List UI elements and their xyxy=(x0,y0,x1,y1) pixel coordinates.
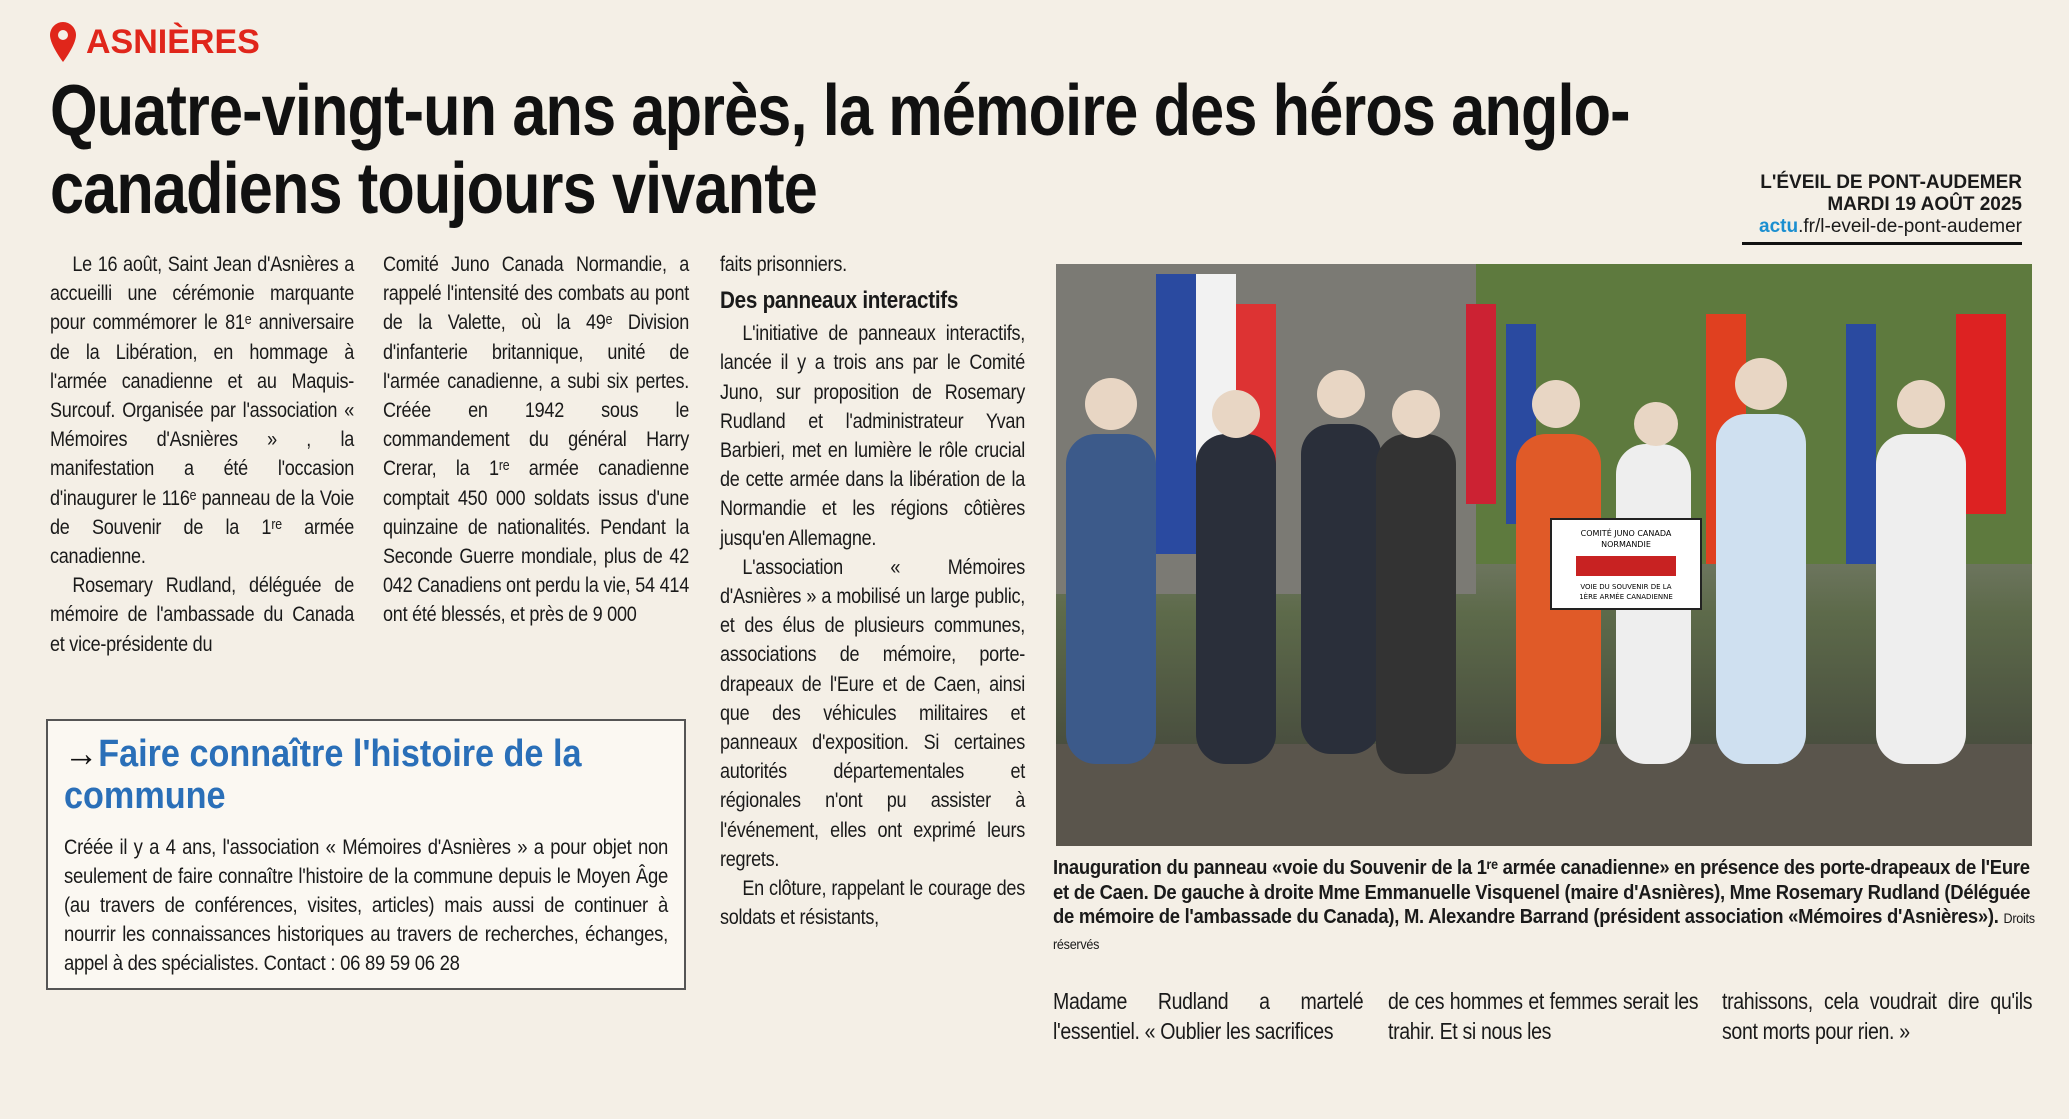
paragraph: L'initiative de panneaux interactifs, lancée il y a trois ans par le Comité Juno, sur proposition de Rosemary Rudland et l'administrateur Yvan Barbieri, met en lumière le rôle crucial de cette armée dans la libération de la Normandie et les régions côtières jusqu'en Allemagne. xyxy=(720,322,1025,550)
article-column-3 xyxy=(720,250,1025,932)
bottom-column-3: trahissons, cela voudrait dire qu'ils sont morts pour rien. » xyxy=(1722,988,2033,1044)
box-title: →Faire connaître l'histoire de la commune xyxy=(64,733,582,817)
bottom-column-1: Madame Rudland a martelé l'essentiel. « Oublier les sacrifices xyxy=(1053,988,1364,1044)
paragraph: L'association « Mémoires d'Asnières » a mobilisé un large public, et des élus de plusieurs communes, associations de mémoire, porte-drapeaux de l'Eure et de Caen, ainsi que des véhicules militaires et panneaux d'exposition. Si certaines autorités départementales et régionales n'ont pu assister à l'événement, elles ont exprimé leurs regrets. xyxy=(720,555,1025,871)
paragraph: Rosemary Rudland, déléguée de mémoire de l'ambassade du Canada et vice-présidente du xyxy=(50,574,354,656)
article-column-2 xyxy=(383,250,689,630)
arrow-icon: → xyxy=(64,733,99,775)
sign-text: COMITÉ JUNO CANADA xyxy=(1580,529,1672,538)
paragraph: Le 16 août, Saint Jean d'Asnières a accueilli une cérémonie marquante pour commémorer le 81ᵉ anniversaire de la Libération, en hommage à l'armée canadienne et au Maquis-Surcouf. Organisée par l'association « Mémoires d'Asnières » , la manifestation a été l'occasion d'inaugurer le 116ᵉ panneau de la Voie de Souvenir de la 1ʳᵉ armée canadienne. xyxy=(50,253,354,569)
ceremony-photo xyxy=(1056,264,2032,846)
bottom-column-2: de ces hommes et femmes serait les trahir. Et si nous les xyxy=(1388,988,1699,1044)
subheading: Des panneaux interactifs xyxy=(720,287,959,315)
box-text: Créée il y a 4 ans, l'association « Mémoires d'Asnières » a pour objet non seulement de faire connaître l'histoire de la commune depuis le Moyen Âge (au travers de conférences, visites, articles) mais aussi de continuer à nourrir les connaissances historiques au travers de recherches, échanges, appel à des spécialistes. Contact : 06 89 59 06 28 xyxy=(64,836,668,975)
photo-credit: Droits réservés xyxy=(1053,910,2035,952)
source-box xyxy=(1742,172,2022,245)
photo-illustration xyxy=(1056,264,2032,846)
paragraph: faits prisonniers. xyxy=(720,253,847,276)
section-label: ASNIÈRES xyxy=(86,22,260,61)
sign-text: VOIE DU SOUVENIR DE LA xyxy=(1580,583,1672,591)
newspaper-name: L'ÉVEIL DE PONT-AUDEMER xyxy=(1760,172,2022,193)
article-column-1 xyxy=(50,250,354,659)
publication-date: MARDI 19 AOÛT 2025 xyxy=(1827,194,2022,215)
paragraph: Comité Juno Canada Normandie, a rappelé l'intensité des combats au pont de la Valette, où la 49ᵉ Division d'infanterie britannique, unité de l'armée canadienne, a subi six pertes. Créée en 1942 sous le commandement du général Harry Crerar, la 1ʳᵉ armée canadienne comptait 450 000 soldats issus d'une quinzaine de nationalités. Pendant la Seconde Guerre mondiale, plus de 42 042 Canadiens ont perdu la vie, 54 414 ont été blessés, et près de 9 000 xyxy=(383,253,689,627)
section-kicker xyxy=(50,22,260,62)
paragraph: En clôture, rappelant le courage des soldats et résistants, xyxy=(720,877,1025,930)
headline: Quatre-vingt-un ans après, la mémoire des héros anglo-canadiens toujours vivante xyxy=(50,71,1630,229)
photo-caption: Inauguration du panneau «voie du Souvenir de la 1ʳᵉ armée canadienne» en présence des porte-drapeaux de l'Eure et de Caen. De gauche à droite Mme Emmanuelle Visquenel (maire d'Asnières), Mme Rosemary Rudland (Déléguée de mémoire de l'ambassade du Canada), M. Alexandre Barrand (président association «Mémoires d'Asnières»). Droits réservés xyxy=(1053,856,2035,952)
sidebar-box xyxy=(46,719,686,990)
sign-text: NORMANDIE xyxy=(1601,540,1651,549)
website: actu.fr/l-eveil-de-pont-audemer xyxy=(1759,216,2022,237)
map-pin-icon xyxy=(50,22,76,62)
sign-text: 1ÈRE ARMÉE CANADIENNE xyxy=(1579,593,1673,601)
